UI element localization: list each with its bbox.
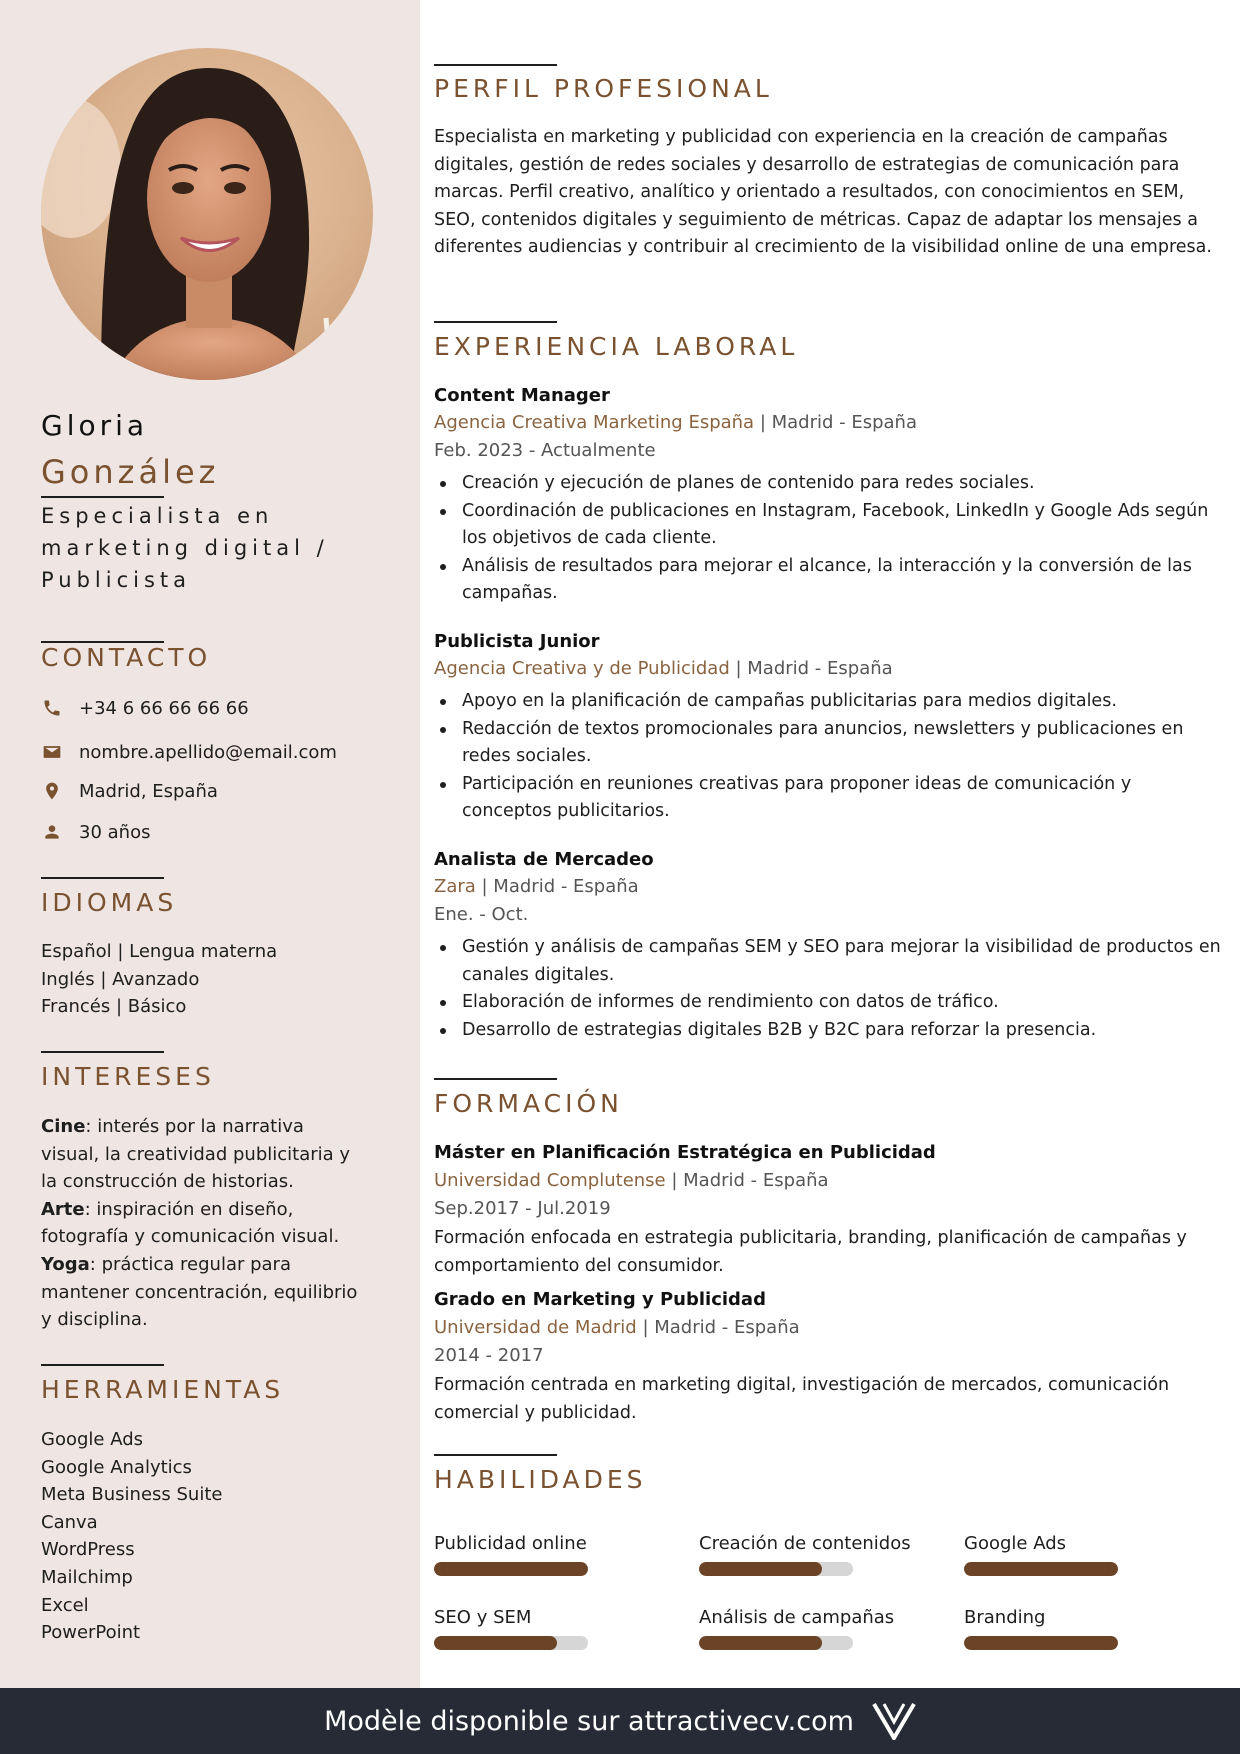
school-name: Universidad Complutense (434, 1170, 666, 1191)
skill-bar (434, 1562, 588, 1576)
contact-age-text: 30 años (79, 821, 151, 843)
contact-email-text: nombre.apellido@email.com (79, 741, 337, 763)
tool-item: WordPress (41, 1539, 135, 1561)
tools-heading: HERRAMIENTAS (41, 1375, 285, 1404)
interests-heading: INTERESES (41, 1062, 215, 1091)
footer-banner[interactable] (0, 1688, 1240, 1754)
interest-item (41, 1196, 361, 1251)
divider (41, 496, 164, 498)
education-dates: Sep.2017 - Jul.2019 (434, 1198, 611, 1219)
divider (434, 1078, 557, 1080)
company-location: | Madrid - España (475, 876, 639, 897)
skill-item (964, 1607, 1204, 1650)
company-name: Agencia Creativa Marketing España (434, 412, 755, 433)
list-item: Desarrollo de estrategias digitales B2B y B2C para reforzar la presencia. (434, 1017, 1224, 1045)
languages-heading: IDIOMAS (41, 888, 178, 917)
skill-name: Creación de contenidos (699, 1533, 911, 1554)
divider (434, 321, 557, 323)
school-location: | Madrid - España (636, 1317, 800, 1338)
job-position: Analista de Mercadeo (434, 849, 654, 870)
skill-level-fill (699, 1562, 822, 1576)
experience-heading: EXPERIENCIA LABORAL (434, 332, 799, 361)
company-name: Zara (434, 876, 476, 897)
skill-name: Google Ads (964, 1533, 1066, 1554)
skill-level-fill (434, 1562, 588, 1576)
contact-age (41, 818, 150, 846)
interest-item (41, 1113, 361, 1196)
skills-heading: HABILIDADES (434, 1465, 647, 1494)
skill-bar (434, 1636, 588, 1650)
contact-heading: CONTACTO (41, 643, 212, 672)
contact-phone-text: +34 6 66 66 66 66 (79, 697, 249, 719)
tool-item: Mailchimp (41, 1566, 133, 1588)
contact-location-text: Madrid, España (79, 780, 218, 802)
interest-text: : interés por la narrativa visual, la creatividad publicitaria y la construcción de historias. (41, 1116, 351, 1193)
tool-item: Meta Business Suite (41, 1484, 223, 1506)
skill-bar (964, 1636, 1118, 1650)
tool-item: Google Analytics (41, 1456, 192, 1478)
skill-bar (964, 1562, 1118, 1576)
tool-item: Canva (41, 1511, 98, 1533)
attractivecv-logo-icon (872, 1702, 916, 1740)
contact-location (41, 777, 218, 805)
school-location: | Madrid - España (665, 1170, 829, 1191)
school-line (434, 1170, 829, 1191)
company-location: | Madrid - España (729, 658, 893, 679)
skill-item (434, 1533, 674, 1576)
job-bullets (434, 688, 1224, 826)
tools-list (41, 1426, 371, 1647)
skill-level-fill (434, 1636, 557, 1650)
education-description: Formación centrada en marketing digital, investigación de mercados, comunicación comercial y publicidad. (434, 1375, 1170, 1423)
job-bullets (434, 934, 1224, 1044)
first-name: Gloria (41, 409, 149, 442)
skill-name: Publicidad online (434, 1533, 587, 1554)
list-item: Creación y ejecución de planes de contenido para redes sociales. (434, 470, 1224, 498)
education-dates: 2014 - 2017 (434, 1345, 544, 1366)
last-name: González (41, 453, 220, 491)
skill-level-fill (964, 1636, 1118, 1650)
divider (434, 1454, 557, 1456)
job-bullets (434, 470, 1224, 608)
divider (41, 877, 164, 879)
job-dates: Ene. - Oct. (434, 904, 529, 925)
job-title: Especialista en marketing digital / Publicista (41, 504, 329, 592)
education-description: Formación enfocada en estrategia publicitaria, branding, planificación de campañas y comportamiento del consumidor. (434, 1228, 1187, 1276)
skill-item (699, 1533, 939, 1576)
job-company-line (434, 658, 893, 679)
sidebar (0, 0, 420, 1688)
interest-name: Arte (41, 1198, 85, 1220)
education-heading: FORMACIÓN (434, 1089, 623, 1118)
interests-list (41, 1113, 361, 1334)
interest-text: : práctica regular para mantener concentración, equilibrio y disciplina. (41, 1253, 358, 1331)
languages-list (41, 938, 371, 1021)
interest-name: Cine (41, 1116, 86, 1137)
job-position: Content Manager (434, 385, 610, 406)
contact-phone (41, 694, 249, 722)
list-item: Elaboración de informes de rendimiento con datos de tráfico. (434, 989, 1224, 1017)
mail-icon (41, 741, 63, 763)
person-icon (41, 821, 63, 843)
divider (41, 1051, 164, 1053)
skill-bar (699, 1636, 853, 1650)
skill-bar (699, 1562, 853, 1576)
divider (434, 64, 557, 66)
language-item: Inglés | Avanzado (41, 968, 200, 990)
location-pin-icon (41, 780, 63, 802)
phone-icon (41, 697, 63, 719)
tool-item: PowerPoint (41, 1622, 141, 1644)
skill-level-fill (699, 1636, 822, 1650)
profile-photo (41, 48, 373, 380)
interest-name: Yoga (41, 1253, 90, 1275)
list-item: Coordinación de publicaciones en Instagram, Facebook, LinkedIn y Google Ads según los objetivos de cada cliente. (434, 498, 1224, 553)
school-name: Universidad de Madrid (434, 1317, 637, 1338)
footer-text[interactable]: Modèle disponible sur attractivecv.com (324, 1705, 854, 1737)
tool-item: Google Ads (41, 1429, 143, 1450)
job-dates: Feb. 2023 - Actualmente (434, 440, 656, 461)
degree-title: Máster en Planificación Estratégica en Publicidad (434, 1142, 936, 1163)
divider (41, 1364, 164, 1366)
company-location: | Madrid - España (754, 412, 917, 433)
job-company-line (434, 412, 917, 433)
interest-text: : inspiración en diseño, fotografía y comunicación visual. (41, 1198, 340, 1248)
school-line (434, 1317, 800, 1338)
degree-title: Grado en Marketing y Publicidad (434, 1289, 766, 1310)
summary-heading: PERFIL PROFESIONAL (434, 74, 773, 103)
job-company-line (434, 876, 639, 897)
list-item: Gestión y análisis de campañas SEM y SEO para mejorar la visibilidad de productos en canales digitales. (434, 934, 1224, 989)
skill-name: Análisis de campañas (699, 1607, 895, 1628)
skill-level-fill (964, 1562, 1118, 1576)
tool-item: Excel (41, 1594, 89, 1616)
skill-item (434, 1607, 674, 1650)
company-name: Agencia Creativa y de Publicidad (434, 658, 730, 679)
skill-name: SEO y SEM (434, 1607, 532, 1628)
list-item: Redacción de textos promocionales para anuncios, newsletters y publicaciones en redes sociales. (434, 716, 1224, 771)
language-item: Español | Lengua materna (41, 941, 278, 962)
skill-name: Branding (964, 1607, 1046, 1628)
job-position: Publicista Junior (434, 631, 600, 652)
list-item: Análisis de resultados para mejorar el alcance, la interacción y la conversión de las campañas. (434, 553, 1224, 608)
list-item: Participación en reuniones creativas para proponer ideas de comunicación y conceptos publicitarios. (434, 771, 1224, 826)
skill-item (964, 1533, 1204, 1576)
language-item: Francés | Básico (41, 996, 187, 1018)
summary-text: Especialista en marketing y publicidad con experiencia en la creación de campañas digitales, gestión de redes sociales y desarrollo de estrategias de comunicación para marcas. Perfil creativo, analítico y orientado a resultados, con conocimientos en SEM, SEO, contenidos digitales y seguimiento de métricas. Capaz de adaptar los mensajes a diferentes audiencias y contribuir al crecimiento de la visibilidad online de una empresa. (434, 127, 1212, 258)
contact-email (41, 738, 337, 766)
skill-item (699, 1607, 939, 1650)
interest-item (41, 1251, 361, 1334)
list-item: Apoyo en la planificación de campañas publicitarias para medios digitales. (434, 688, 1224, 716)
